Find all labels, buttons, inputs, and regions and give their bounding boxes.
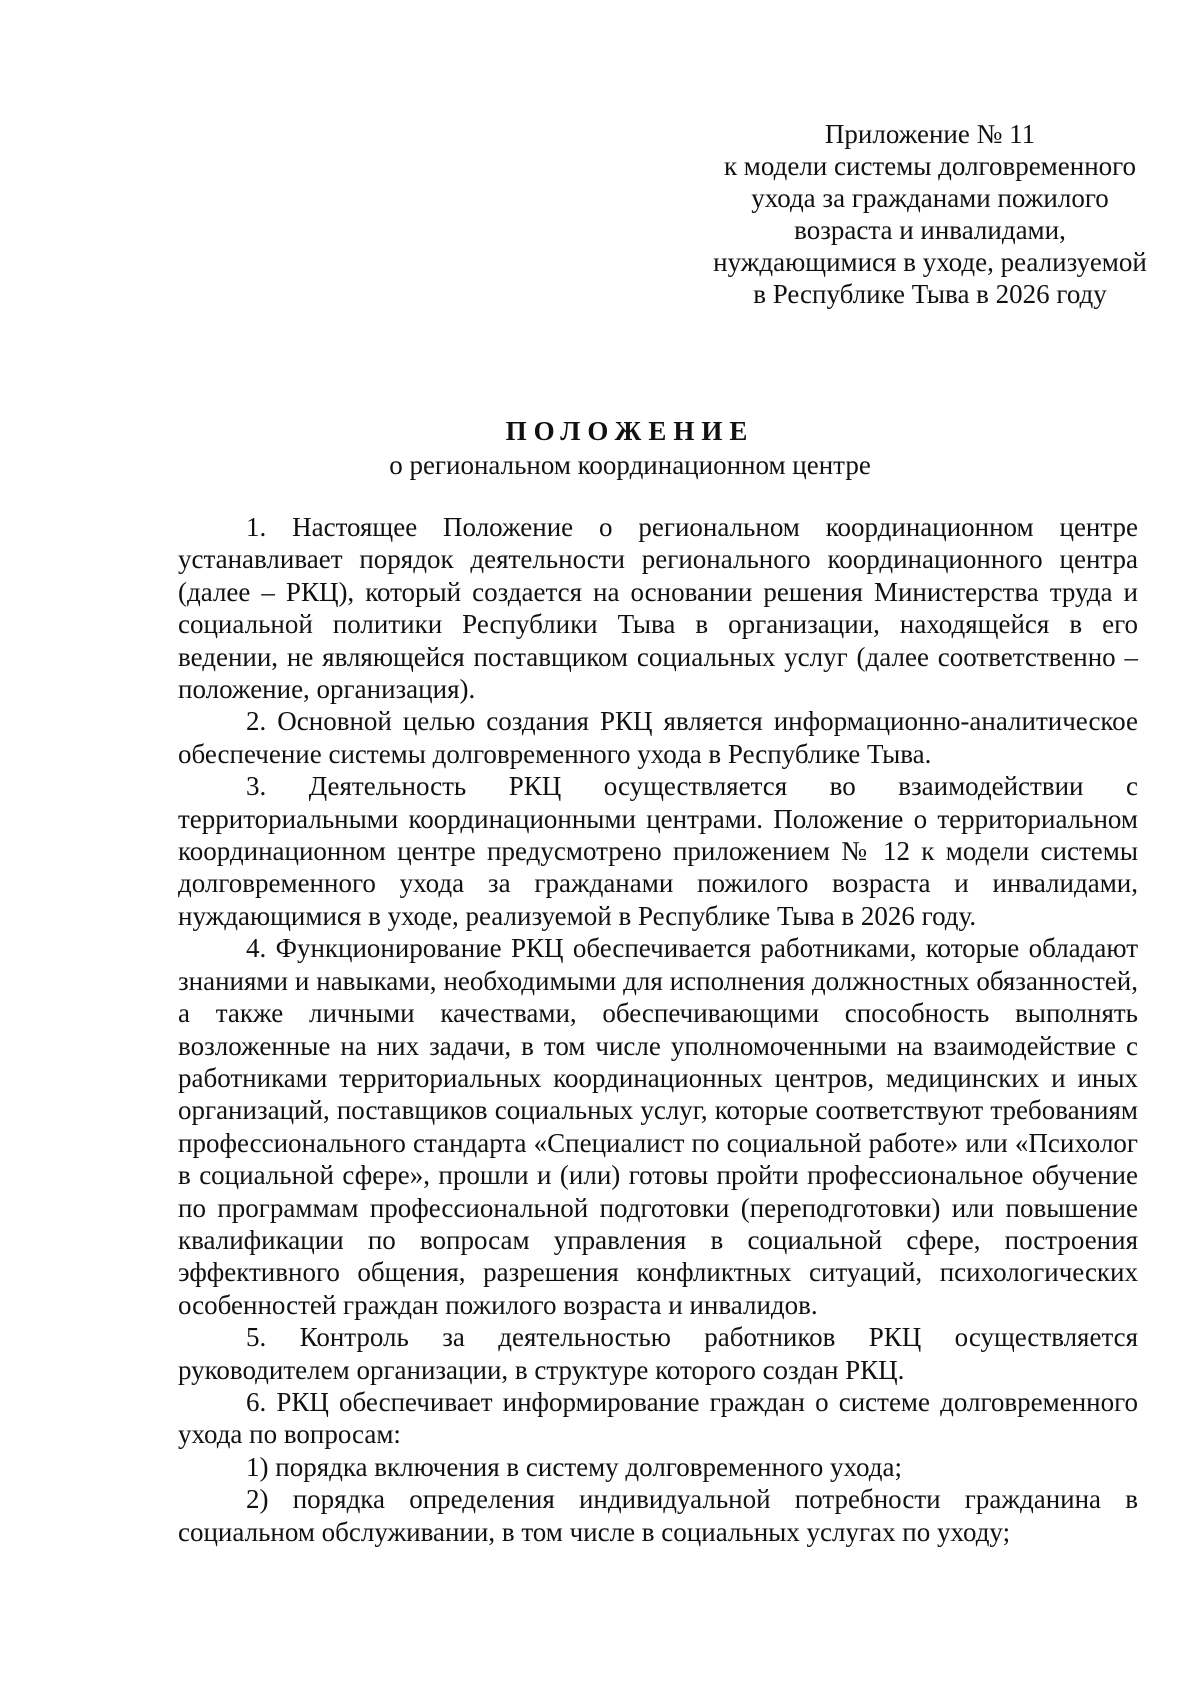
- paragraph: 1. Настоящее Положение о региональном координационном центре устанавливает порядок деятельности регионального координационного центра (далее – РКЦ), который создается на основании решения Министерства труда и социальной политики Республики Тыва в организации, находящейся в его ведении, не являющейся поставщиком социальных услуг (далее соответственно – положение, организация).: [178, 512, 1138, 705]
- appendix-reference: [690, 118, 1170, 310]
- appendix-line: нуждающимися в уходе, реализуемой: [713, 247, 1147, 277]
- appendix-line: Приложение № 11: [824, 119, 1036, 149]
- paragraph: 3. Деятельность РКЦ осуществляется во взаимодействии с территориальными координационными центрами. Положение о территориальном координационном центре предусмотрено приложением № 12 к модели системы долговременного ухода за гражданами пожилого возраста и инвалидами, нуждающимися в уходе, реализуемой в Республике Тыва в 2026 году.: [178, 771, 1138, 931]
- paragraph: 4. Функционирование РКЦ обеспечивается работниками, которые обладают знаниями и навыками, необходимыми для исполнения должностных обязанностей, а также личными качествами, обеспечивающими способность выполнять возложенные на них задачи, в том числе уполномоченными на взаимодействие с работниками территориальных координационных центров, медицинских и иных организаций, поставщиков социальных услуг, которые соответствуют требованиям профессионального стандарта «Специалист по социальной работе» или «Психолог в социальной сфере», прошли и (или) готовы пройти профессиональное обучение по программам профессиональной подготовки (переподготовки) или повышение квалификации по вопросам управления в социальной сфере, построения эффективного общения, разрешения конфликтных ситуаций, психологических особенностей граждан пожилого возраста и инвалидов.: [178, 933, 1138, 1320]
- paragraph: 6. РКЦ обеспечивает информирование граждан о системе долговременного ухода по вопросам:: [178, 1386, 1138, 1450]
- appendix-line: к модели системы долговременного: [723, 151, 1137, 181]
- appendix-line: в Республике Тыва в 2026 году: [753, 279, 1107, 309]
- paragraph: 2. Основной целью создания РКЦ является информационно-аналитическое обеспечение системы долговременного ухода в Республике Тыва.: [178, 706, 1138, 769]
- appendix-line: ухода за гражданами пожилого: [751, 183, 1109, 213]
- appendix-line: возраста и инвалидами,: [794, 215, 1066, 245]
- document-body: [178, 511, 1138, 1548]
- document-title: ПОЛОЖЕНИЕ: [505, 416, 755, 446]
- list-item: 1) порядка включения в систему долговременного ухода;: [246, 1451, 902, 1482]
- paragraph: 5. Контроль за деятельностью работников РКЦ осуществляется руководителем организации, в структуре которого создан РКЦ.: [178, 1322, 1138, 1385]
- document-subtitle: о региональном координационном центре: [389, 450, 871, 480]
- list-item: 2) порядка определения индивидуальной потребности гражданина в социальном обслуживании, в том числе в социальных услугах по уходу;: [178, 1484, 1138, 1547]
